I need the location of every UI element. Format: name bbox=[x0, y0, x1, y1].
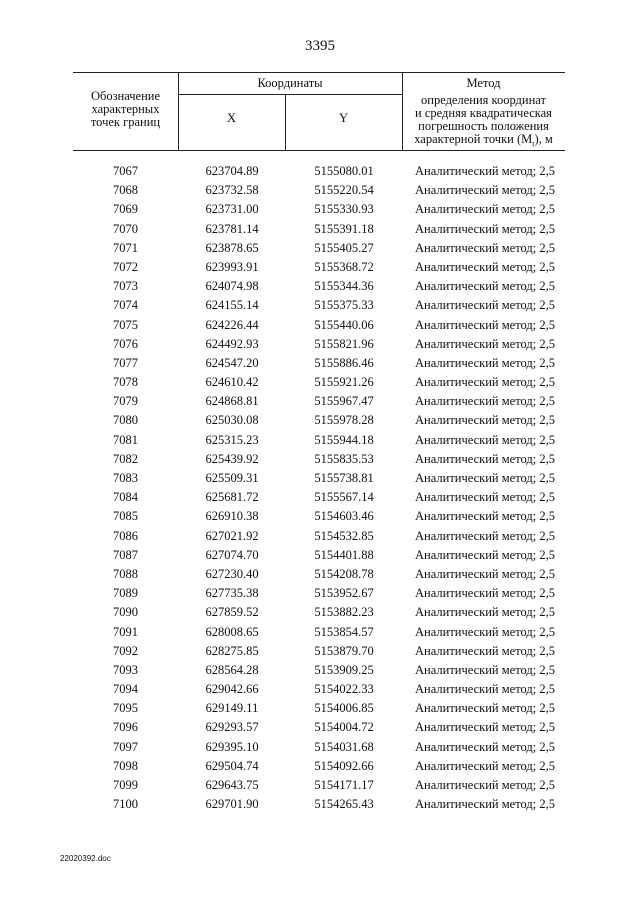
point-id-cell: 7092 bbox=[113, 643, 138, 658]
x-cell: 625439.92 bbox=[205, 451, 259, 466]
table-row bbox=[73, 507, 565, 526]
page-number: 3395 bbox=[305, 38, 335, 54]
table-row bbox=[73, 661, 565, 680]
y-cell: 5154004.72 bbox=[314, 720, 374, 735]
x-cell: 629293.57 bbox=[205, 720, 259, 735]
y-cell: 5155835.53 bbox=[314, 451, 374, 466]
table-row bbox=[73, 795, 565, 814]
y-cell: 5154092.66 bbox=[314, 758, 374, 773]
x-cell: 627735.38 bbox=[205, 586, 259, 601]
table-row bbox=[73, 450, 565, 469]
table-row bbox=[73, 546, 565, 565]
method-cell: Аналитический метод; 2,5 bbox=[415, 202, 555, 217]
y-cell: 5154208.78 bbox=[314, 566, 374, 581]
y-header: Y bbox=[338, 111, 349, 125]
y-cell: 5153882.23 bbox=[314, 605, 374, 620]
y-cell: 5154603.46 bbox=[314, 509, 374, 524]
y-cell: 5155440.06 bbox=[314, 317, 374, 332]
coordinates-header: Координаты bbox=[257, 76, 323, 90]
table-header bbox=[73, 72, 565, 151]
x-cell: 629504.74 bbox=[205, 758, 259, 773]
x-cell: 624610.42 bbox=[205, 375, 259, 390]
point-id-cell: 7082 bbox=[113, 451, 138, 466]
table-row bbox=[73, 296, 565, 315]
x-cell: 624547.20 bbox=[205, 355, 259, 370]
x-cell: 628564.28 bbox=[205, 662, 259, 677]
y-cell: 5155080.01 bbox=[314, 164, 374, 178]
y-cell: 5153909.25 bbox=[314, 662, 374, 677]
y-cell: 5155921.26 bbox=[314, 375, 374, 390]
method-cell: Аналитический метод; 2,5 bbox=[415, 471, 555, 485]
table-row bbox=[73, 642, 565, 661]
x-cell: 628008.65 bbox=[205, 624, 259, 639]
point-id-cell: 7068 bbox=[113, 183, 138, 198]
method-cell: Аналитический метод; 2,5 bbox=[415, 375, 555, 390]
method-cell: Аналитический метод; 2,5 bbox=[415, 509, 555, 524]
table-row bbox=[73, 277, 565, 296]
header-subdivider bbox=[178, 94, 402, 95]
point-id-cell: 7097 bbox=[113, 739, 138, 754]
method-cell: Аналитический метод; 2,5 bbox=[415, 528, 555, 543]
point-id-cell: 7095 bbox=[113, 701, 138, 716]
point-id-cell: 7098 bbox=[113, 758, 138, 773]
table-row bbox=[73, 488, 565, 507]
x-cell: 624155.14 bbox=[205, 298, 259, 313]
y-cell: 5155220.54 bbox=[314, 183, 374, 198]
point-id-cell: 7087 bbox=[113, 547, 138, 562]
y-cell: 5155967.47 bbox=[314, 394, 374, 409]
table-row bbox=[73, 354, 565, 373]
method-cell: Аналитический метод; 2,5 bbox=[415, 797, 555, 812]
table-row bbox=[73, 258, 565, 277]
point-id-cell: 7067 bbox=[113, 164, 138, 178]
y-cell: 5155886.46 bbox=[314, 355, 374, 370]
table-row bbox=[73, 680, 565, 699]
method-cell: Аналитический метод; 2,5 bbox=[415, 317, 555, 332]
x-cell: 624074.98 bbox=[205, 279, 259, 294]
point-id-cell: 7083 bbox=[113, 471, 138, 485]
method-cell: Аналитический метод; 2,5 bbox=[415, 586, 555, 601]
x-cell: 623781.14 bbox=[205, 221, 259, 236]
y-cell: 5155944.18 bbox=[314, 432, 374, 447]
point-id-cell: 7070 bbox=[113, 221, 138, 236]
point-id-cell: 7089 bbox=[113, 586, 138, 601]
method-cell: Аналитический метод; 2,5 bbox=[415, 259, 555, 274]
coordinates-table-body bbox=[73, 162, 565, 814]
y-cell: 5155330.93 bbox=[314, 202, 374, 217]
table-row bbox=[73, 373, 565, 392]
y-cell: 5154022.33 bbox=[314, 682, 374, 697]
point-id-cell: 7072 bbox=[113, 259, 138, 274]
table-row bbox=[73, 220, 565, 239]
method-cell: Аналитический метод; 2,5 bbox=[415, 451, 555, 466]
method-cell: Аналитический метод; 2,5 bbox=[415, 778, 555, 792]
table-row bbox=[73, 776, 565, 795]
table-row bbox=[73, 469, 565, 488]
x-cell: 623878.65 bbox=[205, 240, 259, 255]
point-id-cell: 7077 bbox=[113, 355, 138, 370]
method-cell: Аналитический метод; 2,5 bbox=[415, 394, 555, 409]
table-row bbox=[73, 200, 565, 219]
y-cell: 5155375.33 bbox=[314, 298, 374, 313]
method-cell: Аналитический метод; 2,5 bbox=[415, 413, 555, 428]
x-cell: 629395.10 bbox=[205, 739, 259, 754]
y-cell: 5155738.81 bbox=[314, 471, 374, 485]
method-cell: Аналитический метод; 2,5 bbox=[415, 490, 555, 505]
table-row bbox=[73, 335, 565, 354]
y-cell: 5154031.68 bbox=[314, 739, 374, 754]
x-header: X bbox=[226, 111, 237, 125]
table-row bbox=[73, 411, 565, 430]
method-cell: Аналитический метод; 2,5 bbox=[415, 682, 555, 697]
x-cell: 625030.08 bbox=[205, 413, 259, 428]
method-cell: Аналитический метод; 2,5 bbox=[415, 298, 555, 313]
point-id-cell: 7079 bbox=[113, 394, 138, 409]
table-row bbox=[73, 718, 565, 737]
table-row bbox=[73, 738, 565, 757]
point-id-cell: 7080 bbox=[113, 413, 138, 428]
table-row bbox=[73, 565, 565, 584]
x-cell: 625681.72 bbox=[205, 490, 259, 505]
point-id-cell: 7086 bbox=[113, 528, 138, 543]
method-cell: Аналитический метод; 2,5 bbox=[415, 221, 555, 236]
x-cell: 625315.23 bbox=[205, 432, 259, 447]
method-cell: Аналитический метод; 2,5 bbox=[415, 164, 555, 178]
point-id-cell: 7088 bbox=[113, 566, 138, 581]
method-cell: Аналитический метод; 2,5 bbox=[415, 758, 555, 773]
y-cell: 5155978.28 bbox=[314, 413, 374, 428]
method-cell: Аналитический метод; 2,5 bbox=[415, 279, 555, 294]
method-cell: Аналитический метод; 2,5 bbox=[415, 336, 555, 351]
method-cell: Аналитический метод; 2,5 bbox=[415, 240, 555, 255]
point-id-cell: 7096 bbox=[113, 720, 138, 735]
point-id-cell: 7076 bbox=[113, 336, 138, 351]
point-id-cell: 7075 bbox=[113, 317, 138, 332]
x-cell: 628275.85 bbox=[205, 643, 259, 658]
point-id-cell: 7074 bbox=[113, 298, 138, 313]
y-cell: 5155567.14 bbox=[314, 490, 374, 505]
method-cell: Аналитический метод; 2,5 bbox=[415, 432, 555, 447]
point-id-cell: 7073 bbox=[113, 279, 138, 294]
table-row bbox=[73, 757, 565, 776]
point-id-cell: 7085 bbox=[113, 509, 138, 524]
x-cell: 627230.40 bbox=[205, 566, 259, 581]
x-cell: 623731.00 bbox=[205, 202, 259, 217]
y-cell: 5153854.57 bbox=[314, 624, 374, 639]
y-cell: 5155391.18 bbox=[314, 221, 374, 236]
y-cell: 5154265.43 bbox=[314, 797, 374, 812]
x-cell: 623993.91 bbox=[205, 259, 259, 274]
table-row bbox=[73, 431, 565, 450]
method-cell: Аналитический метод; 2,5 bbox=[415, 720, 555, 735]
table-row bbox=[73, 699, 565, 718]
method-cell: Аналитический метод; 2,5 bbox=[415, 183, 555, 198]
x-cell: 623732.58 bbox=[205, 183, 259, 198]
point-id-cell: 7099 bbox=[113, 778, 138, 792]
x-cell: 629701.90 bbox=[205, 797, 259, 812]
point-id-cell: 7091 bbox=[113, 624, 138, 639]
point-id-cell: 7084 bbox=[113, 490, 138, 505]
x-cell: 627021.92 bbox=[205, 528, 259, 543]
point-id-cell: 7090 bbox=[113, 605, 138, 620]
method-header: Метод определения координат и средняя квадратическая погрешность положения характерной точки $(M_t)$, м bbox=[414, 76, 553, 149]
method-cell: Аналитический метод; 2,5 bbox=[415, 739, 555, 754]
y-cell: 5153879.70 bbox=[314, 643, 374, 658]
file-name-footer: 22020392.doc bbox=[60, 854, 111, 863]
x-cell: 629643.75 bbox=[205, 778, 259, 792]
table-row bbox=[73, 239, 565, 258]
x-cell: 629149.11 bbox=[205, 701, 259, 716]
point-id-cell: 7081 bbox=[113, 432, 138, 447]
y-cell: 5155368.72 bbox=[314, 259, 374, 274]
method-cell: Аналитический метод; 2,5 bbox=[415, 662, 555, 677]
table-row bbox=[73, 527, 565, 546]
table-row bbox=[73, 181, 565, 200]
x-cell: 626910.38 bbox=[205, 509, 259, 524]
method-cell: Аналитический метод; 2,5 bbox=[415, 566, 555, 581]
point-id-cell: 7100 bbox=[113, 797, 138, 812]
x-cell: 627074.70 bbox=[205, 547, 259, 562]
method-cell: Аналитический метод; 2,5 bbox=[415, 643, 555, 658]
y-cell: 5153952.67 bbox=[314, 586, 374, 601]
point-id-cell: 7094 bbox=[113, 682, 138, 697]
point-id-cell: 7093 bbox=[113, 662, 138, 677]
y-cell: 5154006.85 bbox=[314, 701, 374, 716]
x-cell: 623704.89 bbox=[205, 164, 259, 178]
y-cell: 5154532.85 bbox=[314, 528, 374, 543]
designation-header: Обозначение характерных точек границ bbox=[90, 89, 161, 129]
method-cell: Аналитический метод; 2,5 bbox=[415, 605, 555, 620]
point-id-cell: 7071 bbox=[113, 240, 138, 255]
y-cell: 5154171.17 bbox=[314, 778, 374, 792]
point-id-cell: 7069 bbox=[113, 202, 138, 217]
x-cell: 625509.31 bbox=[205, 471, 259, 485]
table-row bbox=[73, 603, 565, 622]
table-row bbox=[73, 584, 565, 603]
x-cell: 627859.52 bbox=[205, 605, 259, 620]
table-row bbox=[73, 623, 565, 642]
y-cell: 5154401.88 bbox=[314, 547, 374, 562]
x-cell: 624868.81 bbox=[205, 394, 259, 409]
table-row bbox=[73, 162, 565, 181]
method-cell: Аналитический метод; 2,5 bbox=[415, 355, 555, 370]
y-cell: 5155344.36 bbox=[314, 279, 374, 294]
method-cell: Аналитический метод; 2,5 bbox=[415, 547, 555, 562]
x-cell: 629042.66 bbox=[205, 682, 259, 697]
point-id-cell: 7078 bbox=[113, 375, 138, 390]
y-cell: 5155405.27 bbox=[314, 240, 374, 255]
table-row bbox=[73, 316, 565, 335]
table-row bbox=[73, 392, 565, 411]
x-cell: 624492.93 bbox=[205, 336, 259, 351]
method-cell: Аналитический метод; 2,5 bbox=[415, 624, 555, 639]
y-cell: 5155821.96 bbox=[314, 336, 374, 351]
method-cell: Аналитический метод; 2,5 bbox=[415, 701, 555, 716]
x-cell: 624226.44 bbox=[205, 317, 259, 332]
